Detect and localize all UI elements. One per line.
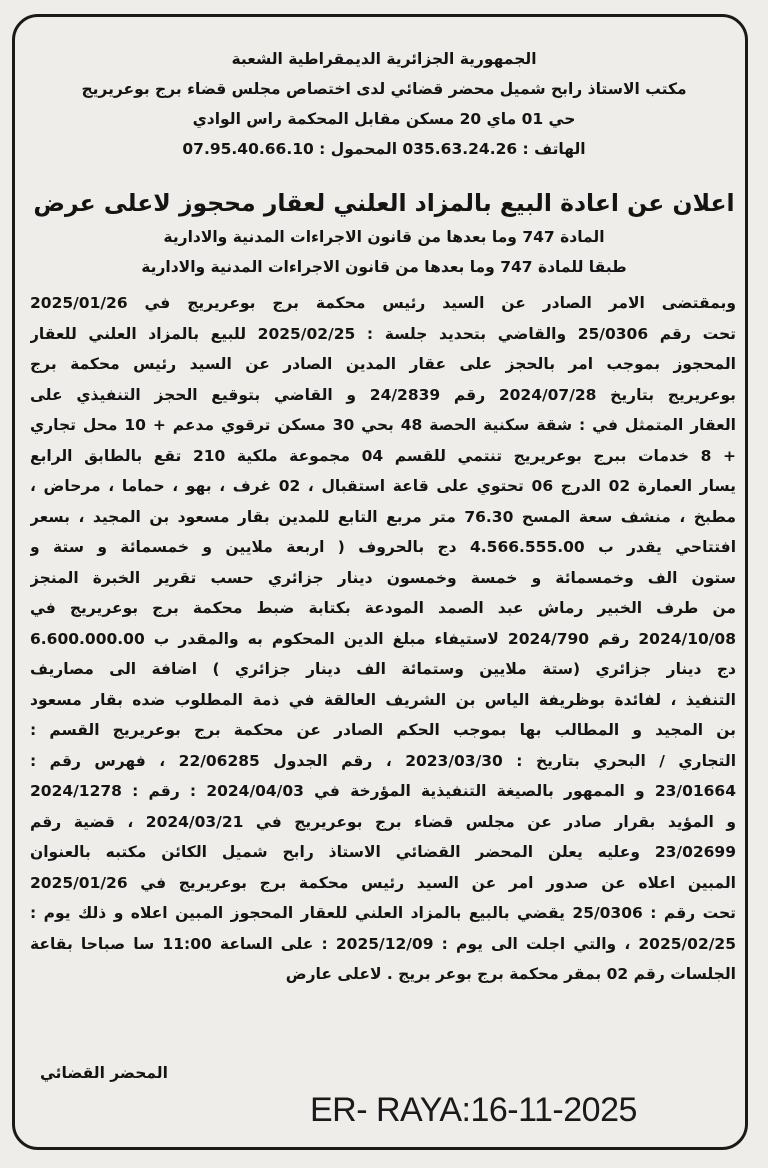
body-line: 2024/10/08 رقم 2024/790 لاستيفاء مبلغ الدين المحكوم به والمقدر ب 6.600.000.00	[30, 629, 736, 648]
body-line: دج دينار جزائري (ستة ملايين وستمائة الف دينار جزائري ) اضافة الى مصاريف	[30, 660, 736, 678]
body-line: افتتاحي يقدر ب 4.566.555.00 دج بالحروف ( اربعة ملايين و خمسمائة و ستة و	[30, 538, 736, 556]
subtitle-article: المادة 747 وما بعدها من قانون الاجراءات المدنية والادارية	[163, 228, 605, 246]
header-country: الجمهورية الجزائرية الديمقراطية الشعبة	[231, 50, 537, 68]
body-line: العقار المتمثل في : شقة سكنية الحصة 48 بحي 30 مسكن ترقوي مدعم + 10 محل تجاري	[30, 416, 736, 434]
subtitle-legal-basis: طبقا للمادة 747 وما بعدها من قانون الاجراءات المدنية والادارية	[141, 258, 627, 276]
body-line: وبمقتضى الامر الصادر عن السيد رئيس محكمة برج بوعريريج في 2025/01/26	[30, 294, 736, 312]
signature-bailiff: المحضر القضائي	[40, 1064, 168, 1082]
notice-title: اعلان عن اعادة البيع بالمزاد العلني لعقار محجوز لاعلى عرض	[33, 189, 735, 217]
body-line: تحت رقم 25/0306 والقاضي بتحديد جلسة : 2025/02/25 للبيع بالمزاد العلني للعقار	[30, 324, 736, 343]
body-line: المبين اعلاه عن صدور امر عن السيد رئيس محكمة برج بوعريريج في 2025/01/26	[30, 873, 736, 892]
body-line: و المؤيد بقرار صادر عن مجلس قضاء برج بوعريريج في 2024/03/21 ، قضية رقم	[30, 812, 736, 831]
header-address: حي 01 ماي 20 مسكن مقابل المحكمة راس الوادي	[192, 110, 576, 128]
body-line: تحت رقم : 25/0306 يقضي بالبيع بالمزاد العلني للعقار المحجوز المبين اعلاه و ذلك يوم :	[30, 904, 736, 922]
body-line: مطبخ ، منشف سعة المسح 76.30 متر مربع التابع للمدين بقار مسعود بن المجيد ، بسعر	[30, 507, 736, 526]
body-line: بن المجيد و المطالب بها بموجب الحكم الصادر عن محكمة برج بوعريريج القسم :	[30, 721, 736, 739]
header-phone: الهاتف : 035.63.24.26 المحمول : 07.95.40.66.10	[182, 140, 586, 158]
notice-subtitles	[30, 222, 738, 282]
notice-header	[40, 44, 728, 164]
header-office: مكتب الاستاذ رابح شميل محضر قضائي لدى اختصاص مجلس قضاء برج بوعريريج	[81, 80, 687, 98]
body-line: التجاري / البحري بتاريخ : 2023/03/30 ، رقم الجدول 22/06285 ، فهرس رقم :	[30, 751, 736, 770]
publication-stamp: ER- RAYA:16-11-2025	[310, 1091, 637, 1129]
body-line: الجلسات رقم 02 بمقر محكمة برج بوعر بريج . لاعلى عارض	[285, 965, 736, 983]
notice-body	[30, 288, 736, 990]
body-line: المحجوز بموجب امر بالحجز على عقار المدين الصادر عن السيد رئيس محكمة برج	[30, 355, 736, 373]
body-line: + 8 خدمات ببرج بوعريريج تنتمي للقسم 04 مجموعة ملكية 210 تقع بالطابق الرابع	[30, 446, 736, 465]
body-line: التنفيذ ، لفائدة بوظريفة الياس بن الشريف العالقة في ذمة المطلوب ضده بقار مسعود	[30, 690, 736, 709]
body-line: 23/01664 و الممهور بالصيغة التنفيذية المؤرخة في 2024/04/03 : رقم : 2024/1278	[30, 782, 736, 800]
body-line: ستون الف وخمسمائة و خمسة وخمسون دينار جزائري حسب تقرير الخبرة المنجز	[30, 568, 736, 587]
body-line: من طرف الخبير رماش عبد الصمد المودعة بكتابة ضبط محكمة برج بوعريريج في	[30, 599, 736, 617]
body-line: 23/02699 وعليه يعلن المحضر القضائي الاستاذ رابح شميل الكائن مكتبه بالعنوان	[30, 843, 736, 861]
body-line: بوعريريج بتاريخ 2024/07/28 رقم 24/2839 و القاضي بتوقيع الحجز التنفيذي على	[30, 385, 736, 404]
body-line: يسار العمارة 02 الدرج 06 تحتوي على قاعة استقبال ، 02 غرف ، بهو ، حماما ، مرحاض ،	[30, 477, 736, 495]
body-line: 2025/02/25 ، والتي اجلت الى يوم : 2025/12/09 : على الساعة 11:00 سا صباحا بقاعة	[30, 934, 736, 953]
